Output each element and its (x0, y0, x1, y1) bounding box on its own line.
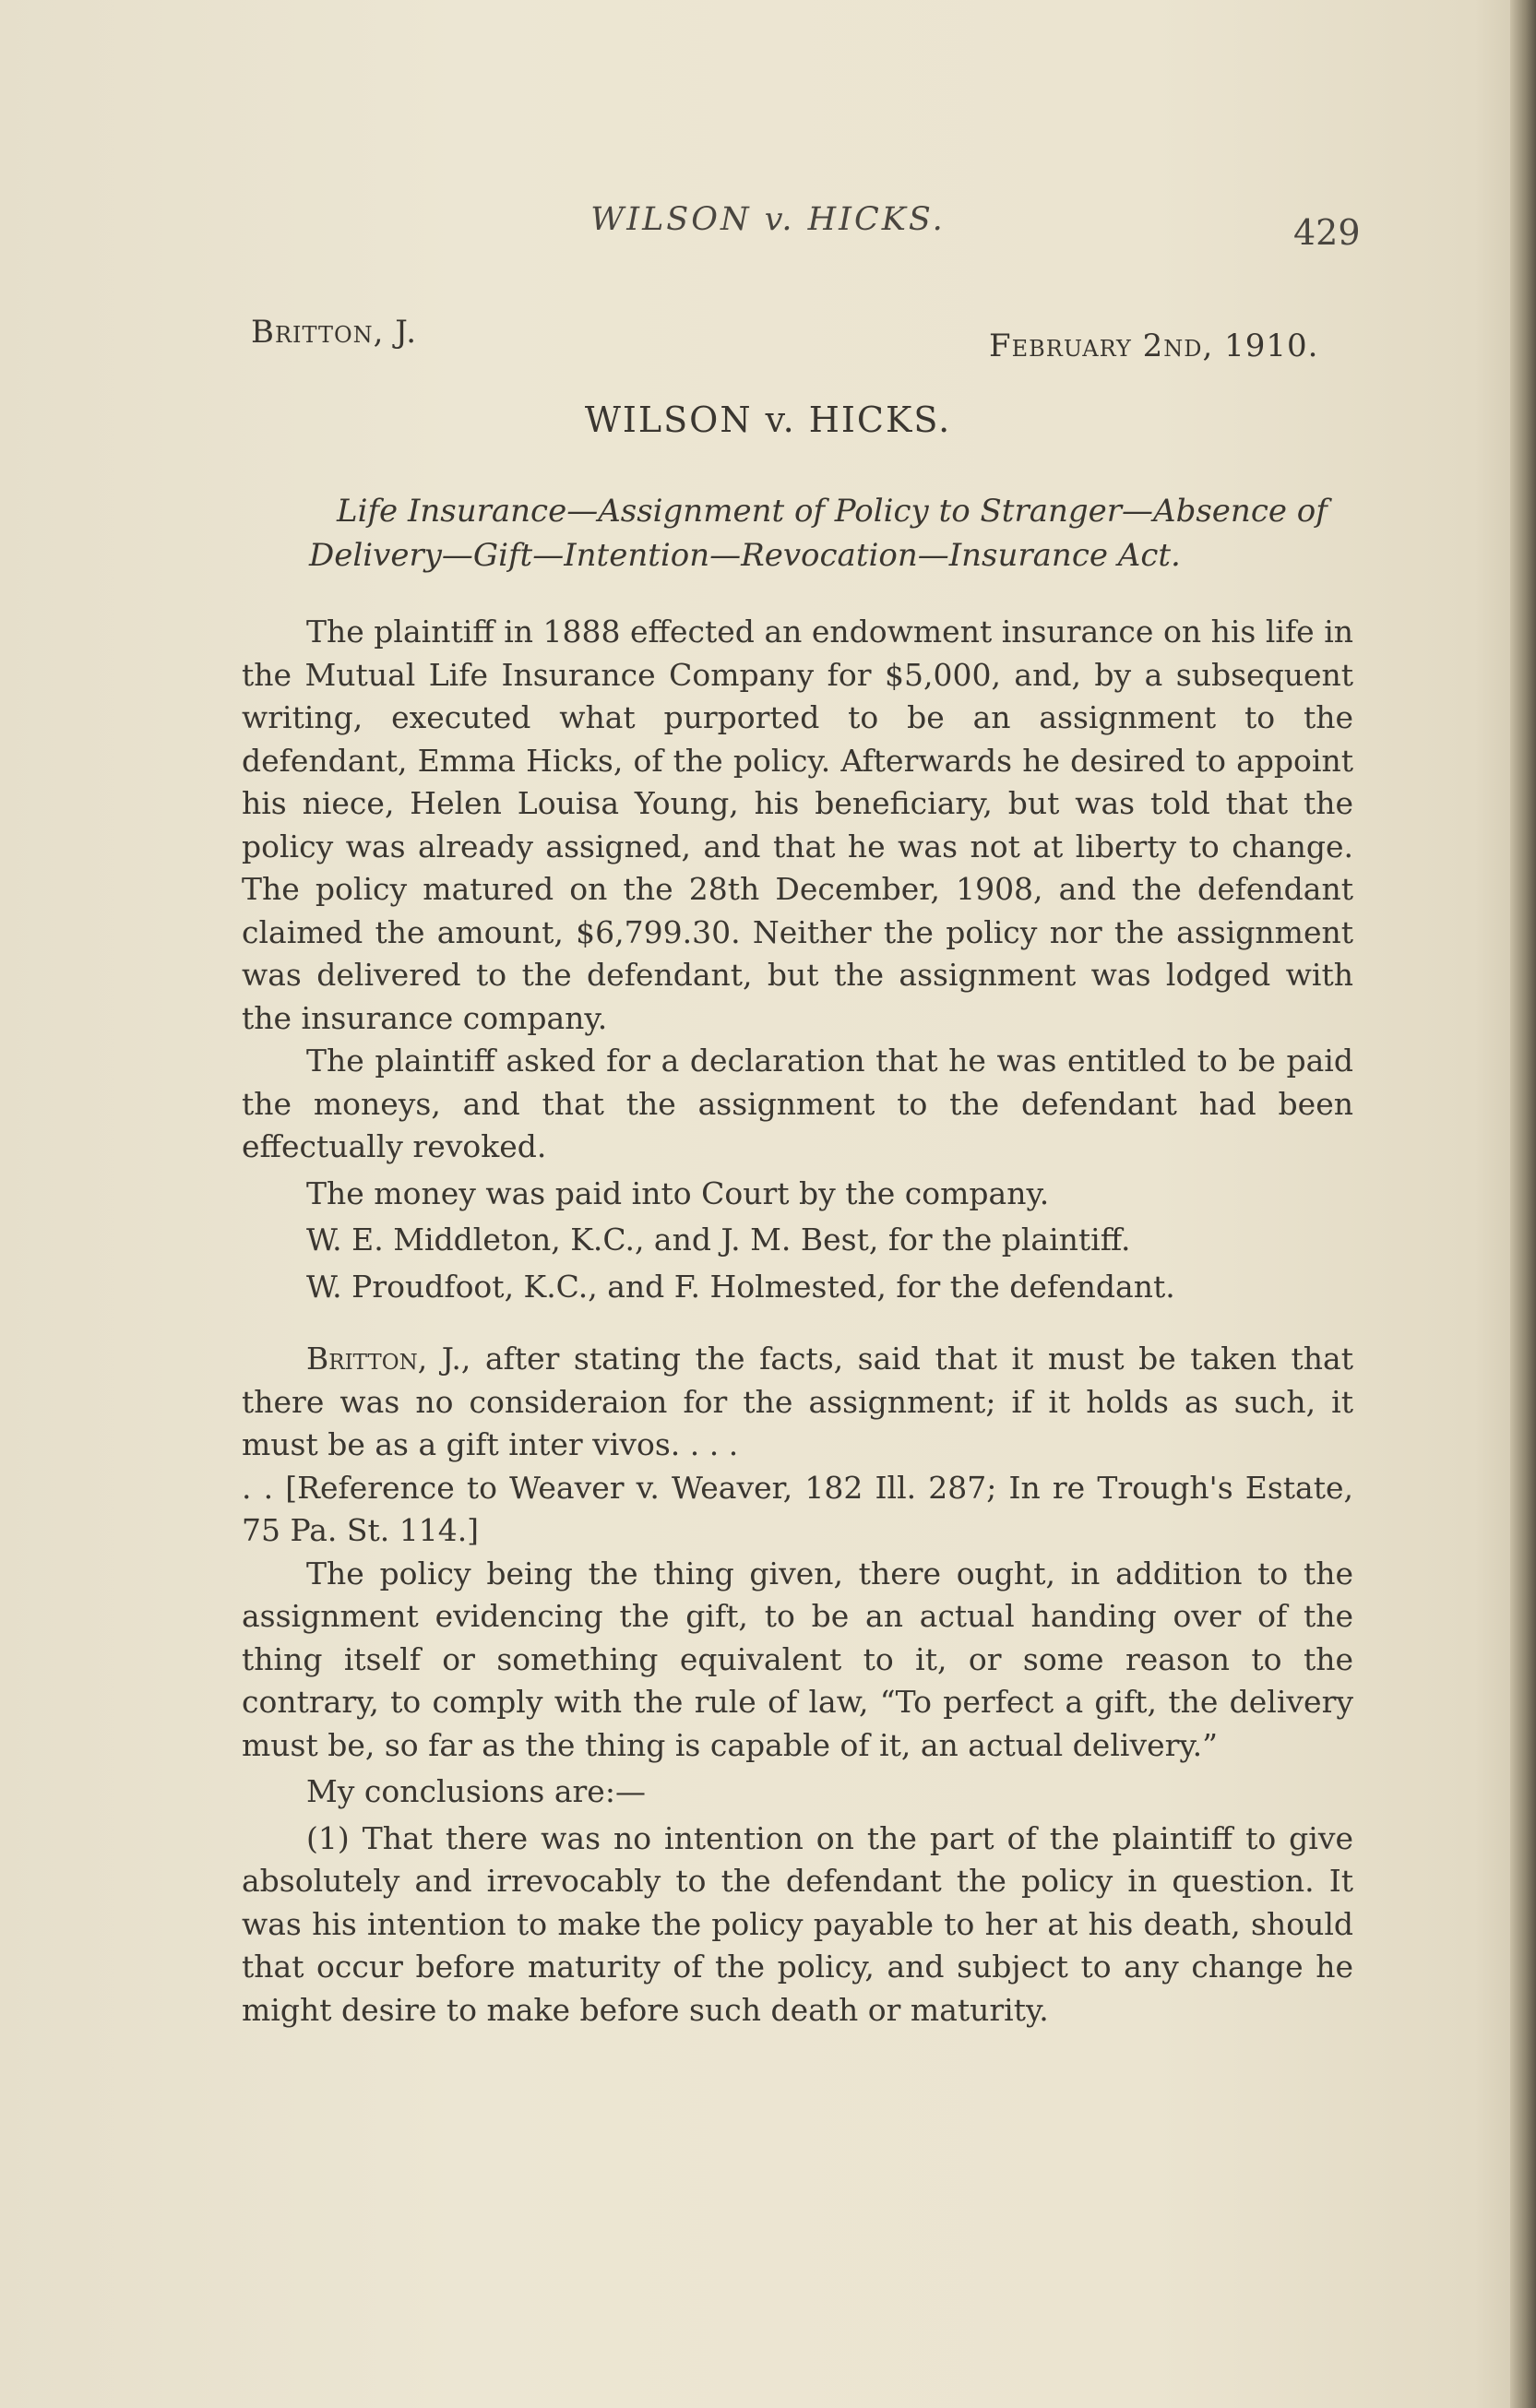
headnote-line-2: Delivery—Gift—Intention—Revocation—Insurance Act. (309, 537, 1181, 574)
counsel-plaintiff: W. E. Middleton, K.C., and J. M. Best, for the plaintiff. (306, 1222, 1131, 1258)
case-title: WILSON v. HICKS. (584, 399, 952, 440)
judgment-paragraph: . . [Reference to Weaver v. Weaver, 182 Ill. 287; In re Trough's Estate, 75 Pa. St. 114.] (242, 1469, 1353, 1548)
judgment-paragraph: (1) That there was no intention on the part of the plaintiff to give absolutely and irrevocably to the defendant the policy in question. It was his intention to make the policy payable to her at his death, should that occur before maturity of the policy, and subject to any change he might desire to make before such death or maturity. (242, 1819, 1353, 2028)
book-spine-edge (1510, 0, 1536, 2408)
judgment-paragraph (242, 1338, 1353, 1467)
statement-paragraph: The money was paid into Court by the company. (306, 1174, 1050, 1211)
judgment-paragraph: The policy being the thing given, there ought, in addition to the assignment evidencing the gift, to be an actual handing over of the thing itself or something equivalent to it, or some reason to the contrary, to comply with the rule of law, “To perfect a gift, the delivery must be, so far as the thing is capable of it, an actual delivery.” (242, 1555, 1353, 1763)
counsel-defendant: W. Proudfoot, K.C., and F. Holmested, for the defendant. (306, 1268, 1175, 1305)
judgment-judge-name: Britton, J. (306, 1341, 461, 1377)
headnote (309, 489, 1361, 578)
headnote-line-1: Life Insurance—Assignment of Policy to Stranger—Absence of (337, 493, 1328, 530)
judge-heading: Britton, J. (251, 314, 418, 351)
statement-paragraph: The plaintiff in 1888 effected an endowment insurance on his life in the Mutual Life Insurance Company for $5,000, and, by a subsequent writing, executed what purported to be an assignment to the defendant, Emma Hicks, of the policy. Afterwards he desired to appoint his niece, Helen Louisa Young, his beneficiary, but was told that the policy was already assigned, and that he was not at liberty to change. The policy matured on the 28th December, 1908, and the defendant claimed the amount, $6,799.30. Neither the policy nor the assignment was delivered to the defendant, but the assignment was lodged with the insurance company. (242, 614, 1353, 1036)
decision-date: February 2nd, 1910. (989, 328, 1319, 364)
body-text (242, 611, 1353, 2032)
page-number: 429 (1293, 212, 1361, 253)
statement-paragraph: The plaintiff asked for a declaration that he was entitled to be paid the moneys, and that the assignment to the defendant had been effectually revoked. (242, 1043, 1353, 1164)
judgment-opening-text: , after stating the facts, said that it must be taken that there was no consideraion for the assignment; if it holds as such, it must be as a gift inter vivos. . . . (242, 1341, 1353, 1462)
running-head: WILSON v. HICKS. (590, 201, 946, 238)
judgment-paragraph: My conclusions are:— (306, 1773, 646, 1809)
